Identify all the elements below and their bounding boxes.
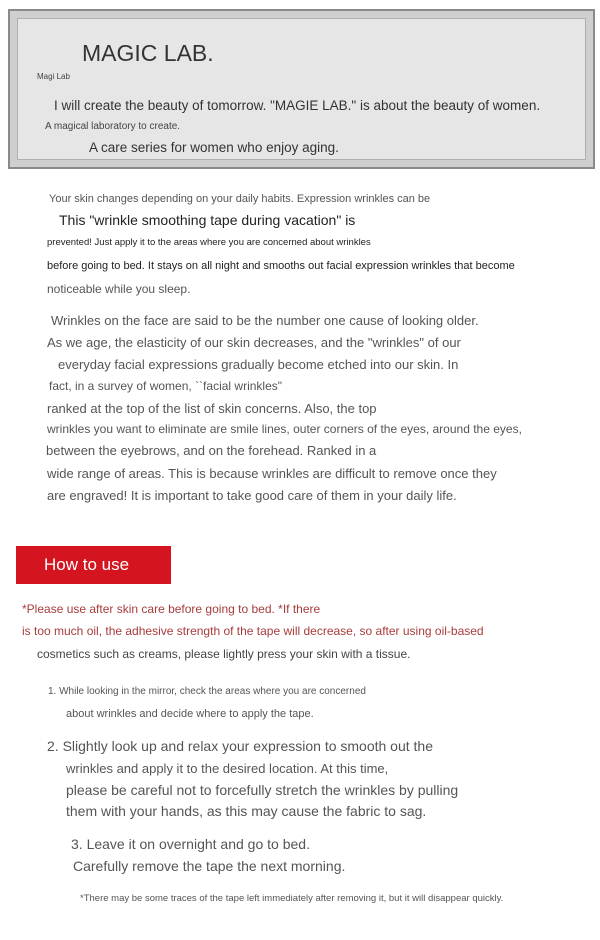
- usage-note: *Please use after skin care before going to bed. *If there: [22, 602, 321, 616]
- wrinkles-line: ranked at the top of the list of skin concerns. Also, the top: [47, 401, 377, 416]
- intro-line: This "wrinkle smoothing tape during vacation" is: [59, 212, 356, 228]
- footnote: *There may be some traces of the tape left immediately after removing it, but it will disappear quickly.: [80, 893, 504, 904]
- brand-title: MAGIC LAB.: [82, 40, 214, 66]
- intro-line: prevented! Just apply it to the areas where you are concerned about wrinkles: [47, 237, 371, 248]
- brand-header: [8, 9, 595, 169]
- brand-tagline-3: A care series for women who enjoy aging.: [89, 140, 339, 155]
- intro-line: noticeable while you sleep.: [47, 282, 191, 296]
- wrinkles-line: between the eyebrows, and on the forehead. Ranked in a: [46, 443, 377, 458]
- step-1-text: 1. While looking in the mirror, check the areas where you are concerned: [48, 686, 366, 697]
- brand-tagline-2: A magical laboratory to create.: [45, 121, 181, 132]
- wrinkles-line: wide range of areas. This is because wrinkles are difficult to remove once they: [47, 466, 497, 481]
- step-1-text: about wrinkles and decide where to apply the tape.: [66, 708, 314, 720]
- intro-line: Your skin changes depending on your daily habits. Expression wrinkles can be: [49, 193, 431, 205]
- wrinkles-line: are engraved! It is important to take good care of them in your daily life.: [47, 488, 457, 503]
- wrinkles-line: As we age, the elasticity of our skin decreases, and the "wrinkles" of our: [47, 335, 461, 350]
- wrinkles-line: fact, in a survey of women, ``facial wrinkles": [49, 379, 283, 393]
- usage-note: cosmetics such as creams, please lightly press your skin with a tissue.: [37, 647, 411, 661]
- step-3-text: Carefully remove the tape the next morning.: [73, 858, 346, 874]
- step-2-text: them with your hands, as this may cause the fabric to sag.: [66, 803, 427, 819]
- wrinkles-line: wrinkles you want to eliminate are smile lines, outer corners of the eyes, around the eyes,: [47, 422, 522, 436]
- step-2-text: please be careful not to forcefully stretch the wrinkles by pulling: [66, 782, 459, 798]
- brand-subtitle: Magi Lab: [37, 72, 70, 81]
- wrinkles-line: Wrinkles on the face are said to be the number one cause of looking older.: [51, 313, 479, 328]
- step-2-text: wrinkles and apply it to the desired location. At this time,: [66, 761, 389, 776]
- intro-line: before going to bed. It stays on all night and smooths out facial expression wrinkles that become: [47, 260, 515, 272]
- how-to-use-heading: How to use: [16, 546, 171, 584]
- step-2-text: 2. Slightly look up and relax your expression to smooth out the: [47, 738, 433, 754]
- brand-header-inner: [17, 18, 586, 160]
- brand-tagline-1: I will create the beauty of tomorrow. "MAGIE LAB." is about the beauty of women.: [54, 98, 541, 113]
- usage-note: is too much oil, the adhesive strength of the tape will decrease, so after using oil-based: [22, 624, 484, 638]
- step-3-text: 3. Leave it on overnight and go to bed.: [71, 836, 310, 852]
- wrinkles-line: everyday facial expressions gradually become etched into our skin. In: [58, 357, 459, 372]
